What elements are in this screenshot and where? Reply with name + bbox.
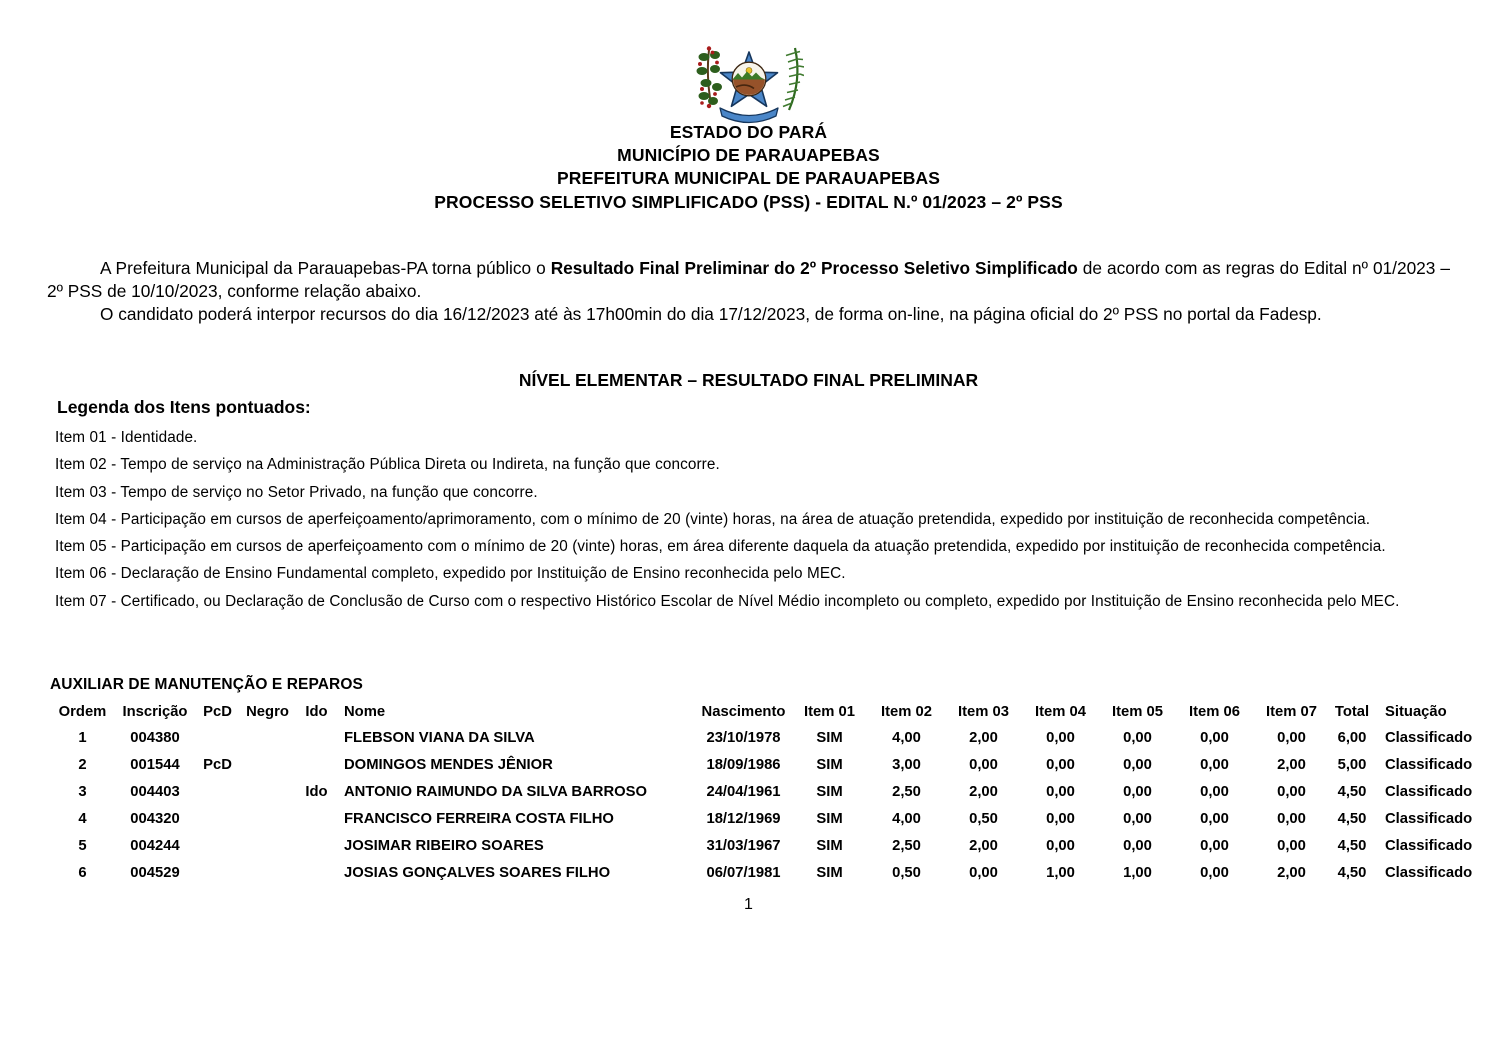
column-header-item05: Item 05 [1112, 703, 1163, 720]
column-header-item07: Item 07 [1266, 703, 1317, 720]
results-table [50, 699, 1473, 886]
table-row [50, 832, 1473, 859]
cell-pcd [195, 805, 240, 832]
cell-item01: SIM [816, 864, 843, 881]
page-number: 1 [744, 896, 753, 913]
document-header [0, 121, 1497, 214]
cell-nome: DOMINGOS MENDES JÊNIOR [344, 756, 553, 773]
column-header-negro: Negro [246, 703, 289, 720]
cell-total: 4,50 [1337, 864, 1367, 881]
cell-item07: 2,00 [1277, 864, 1306, 881]
cell-item07: 0,00 [1277, 837, 1306, 854]
column-header-item04: Item 04 [1035, 703, 1086, 720]
cell-item05: 0,00 [1123, 729, 1152, 746]
cell-situacao: Classificado [1385, 864, 1473, 881]
intro-paragraphs [47, 257, 1450, 327]
column-header-pcd: PcD [203, 703, 232, 720]
cell-item04: 0,00 [1046, 837, 1075, 854]
cell-negro [240, 751, 295, 778]
cell-ordem: 5 [78, 837, 87, 854]
cell-item04: 0,00 [1046, 810, 1075, 827]
cell-inscricao: 004403 [130, 783, 180, 800]
cell-inscricao: 004529 [130, 864, 180, 881]
cell-item02: 4,00 [892, 810, 921, 827]
table-row [50, 724, 1473, 751]
cell-nome: ANTONIO RAIMUNDO DA SILVA BARROSO [344, 783, 648, 800]
cell-item06: 0,00 [1200, 729, 1229, 746]
cell-item04: 1,00 [1046, 864, 1075, 881]
cell-nascimento: 23/10/1978 [706, 729, 781, 746]
column-header-nome: Nome [344, 703, 386, 720]
header-line-edital: PROCESSO SELETIVO SIMPLIFICADO (PSS) - EDITAL N.º 01/2023 – 2º PSS [434, 191, 1063, 212]
cell-item07: 0,00 [1277, 729, 1306, 746]
cell-ido [295, 751, 338, 778]
cell-negro [240, 778, 295, 805]
cell-item02: 3,00 [892, 756, 921, 773]
cell-inscricao: 004380 [130, 729, 180, 746]
intro-p1-text-start: A Prefeitura Municipal da Parauapebas-PA torna público o [100, 258, 551, 278]
legend-item-04: Item 04 - Participação em cursos de aperfeiçoamento/aprimoramento, com o mínimo de 20 (vinte) horas, na área de atuação pretendida, expedido por instituição de reconhecida competência. [55, 510, 1371, 528]
cell-item02: 4,00 [892, 729, 921, 746]
cell-item04: 0,00 [1046, 729, 1075, 746]
cell-pcd [195, 859, 240, 886]
column-header-item02: Item 02 [881, 703, 932, 720]
cell-nome: JOSIAS GONÇALVES SOARES FILHO [344, 864, 611, 881]
cell-item06: 0,00 [1200, 810, 1229, 827]
cell-item05: 0,00 [1123, 783, 1152, 800]
table-header-row [50, 699, 1473, 724]
column-header-total: Total [1334, 703, 1370, 720]
cell-ordem: 6 [78, 864, 87, 881]
legend-item-02: Item 02 - Tempo de serviço na Administração Pública Direta ou Indireta, na função que concorre. [55, 456, 720, 474]
column-header-ordem: Ordem [58, 703, 107, 720]
cell-item02: 2,50 [892, 783, 921, 800]
landscape-medallion [732, 62, 766, 96]
cell-item03: 0,50 [969, 810, 998, 827]
cell-situacao: Classificado [1385, 810, 1473, 827]
results-tbody [50, 724, 1473, 886]
legend-item-01: Item 01 - Identidade. [55, 429, 198, 446]
cell-situacao: Classificado [1385, 756, 1473, 773]
cell-item03: 0,00 [969, 864, 998, 881]
cell-negro [240, 724, 295, 751]
cell-item02: 2,50 [892, 837, 921, 854]
cell-item01: SIM [816, 783, 843, 800]
intro-p1-bold-text: Resultado Final Preliminar do 2º Processo Seletivo Simplificado [550, 258, 1078, 278]
column-header-item03: Item 03 [958, 703, 1009, 720]
intro-paragraph-1 [47, 257, 1450, 303]
cell-item06: 0,00 [1200, 756, 1229, 773]
legend-heading: Legenda dos Itens pontuados: [57, 397, 311, 417]
cell-total: 4,50 [1337, 783, 1367, 800]
cell-ordem: 4 [78, 810, 87, 827]
cell-nascimento: 18/09/1986 [706, 756, 781, 773]
column-header-nascimento: Nascimento [701, 703, 786, 720]
header-line-prefecture: PREFEITURA MUNICIPAL DE PARAUAPEBAS [556, 168, 940, 189]
header-line-municipality: MUNICÍPIO DE PARAUAPEBAS [617, 145, 880, 166]
table-row [50, 805, 1473, 832]
cell-inscricao: 004244 [130, 837, 180, 854]
cell-situacao: Classificado [1385, 729, 1473, 746]
cell-ordem: 3 [78, 783, 87, 800]
cell-situacao: Classificado [1385, 837, 1473, 854]
cell-pcd [195, 724, 240, 751]
cell-ido: Ido [305, 783, 328, 800]
cell-nascimento: 18/12/1969 [706, 810, 781, 827]
column-header-inscricao: Inscrição [122, 703, 188, 720]
legend-item-06: Item 06 - Declaração de Ensino Fundamental completo, expedido por Instituição de Ensino reconhecida pelo MEC. [55, 565, 846, 583]
cell-item01: SIM [816, 810, 843, 827]
cell-nascimento: 31/03/1967 [706, 837, 781, 854]
intro-paragraph-2: O candidato poderá interpor recursos do dia 16/12/2023 até às 17h00min do dia 17/12/2023, de forma on-line, na página oficial do 2º PSS no portal da Fadesp. [100, 304, 1322, 325]
cell-item03: 2,00 [969, 729, 998, 746]
cell-nome: FRANCISCO FERREIRA COSTA FILHO [344, 810, 614, 827]
cell-item03: 2,00 [969, 783, 998, 800]
cell-nascimento: 24/04/1961 [706, 783, 781, 800]
column-header-situacao: Situação [1385, 703, 1447, 720]
cell-item07: 0,00 [1277, 810, 1306, 827]
column-header-ido: Ido [305, 703, 328, 720]
column-header-item01: Item 01 [804, 703, 855, 720]
cell-item01: SIM [816, 729, 843, 746]
cell-ido [295, 805, 338, 832]
cell-item05: 0,00 [1123, 810, 1152, 827]
cell-negro [240, 859, 295, 886]
parauapebas-coat-of-arms-icon [694, 44, 804, 128]
legend-list [55, 424, 1455, 615]
cell-ido [295, 832, 338, 859]
cell-negro [240, 832, 295, 859]
cell-total: 6,00 [1337, 729, 1367, 746]
cell-item05: 0,00 [1123, 756, 1152, 773]
cell-item06: 0,00 [1200, 864, 1229, 881]
cell-inscricao: 004320 [130, 810, 180, 827]
cell-ido [295, 724, 338, 751]
cell-item04: 0,00 [1046, 783, 1075, 800]
cell-item03: 2,00 [969, 837, 998, 854]
right-fern-shape [783, 48, 804, 110]
table-row [50, 859, 1473, 886]
cell-pcd [195, 778, 240, 805]
cell-nome: FLEBSON VIANA DA SILVA [344, 729, 535, 746]
cell-total: 4,50 [1337, 837, 1367, 854]
cell-ido [295, 859, 338, 886]
cell-negro [240, 805, 295, 832]
cell-item05: 0,00 [1123, 837, 1152, 854]
cell-item03: 0,00 [969, 756, 998, 773]
header-line-state: ESTADO DO PARÁ [669, 122, 828, 142]
left-branch-shape [696, 46, 722, 108]
table-row [50, 778, 1473, 805]
cell-item01: SIM [816, 837, 843, 854]
cell-total: 4,50 [1337, 810, 1367, 827]
cell-inscricao: 001544 [130, 756, 180, 773]
cell-situacao: Classificado [1385, 783, 1473, 800]
cell-item05: 1,00 [1123, 864, 1152, 881]
cell-item02: 0,50 [892, 864, 921, 881]
legend-item-03: Item 03 - Tempo de serviço no Setor Privado, na função que concorre. [55, 483, 538, 501]
legend-item-05: Item 05 - Participação em cursos de aperfeiçoamento com o mínimo de 20 (vinte) horas, em área diferente daquela da atuação pretendida, expedido por instituição de reconhecida competência. [55, 538, 1386, 556]
cell-nome: JOSIMAR RIBEIRO SOARES [344, 837, 544, 854]
job-title: AUXILIAR DE MANUTENÇÃO E REPAROS [50, 676, 363, 693]
cell-nascimento: 06/07/1981 [706, 864, 781, 881]
intro-p1-text-end: de acordo com as regras do Edital nº 01/2023 – 2º PSS de 10/10/2023, conforme relação abaixo. [47, 258, 1450, 302]
column-header-item06: Item 06 [1189, 703, 1240, 720]
cell-item07: 0,00 [1277, 783, 1306, 800]
cell-pcd: PcD [203, 756, 232, 773]
cell-item07: 2,00 [1277, 756, 1306, 773]
section-title: NÍVEL ELEMENTAR – RESULTADO FINAL PRELIMINAR [518, 370, 979, 390]
cell-item01: SIM [816, 756, 843, 773]
table-row [50, 751, 1473, 778]
cell-total: 5,00 [1337, 756, 1367, 773]
cell-pcd [195, 832, 240, 859]
cell-ordem: 2 [78, 756, 87, 773]
cell-ordem: 1 [78, 729, 87, 746]
cell-item06: 0,00 [1200, 783, 1229, 800]
cell-item06: 0,00 [1200, 837, 1229, 854]
cell-item04: 0,00 [1046, 756, 1075, 773]
legend-item-07: Item 07 - Certificado, ou Declaração de Conclusão de Curso com o respectivo Histórico Escolar de Nível Médio incompleto ou completo, expedido por Instituição de Ensino reconhecida pelo MEC. [55, 592, 1400, 610]
